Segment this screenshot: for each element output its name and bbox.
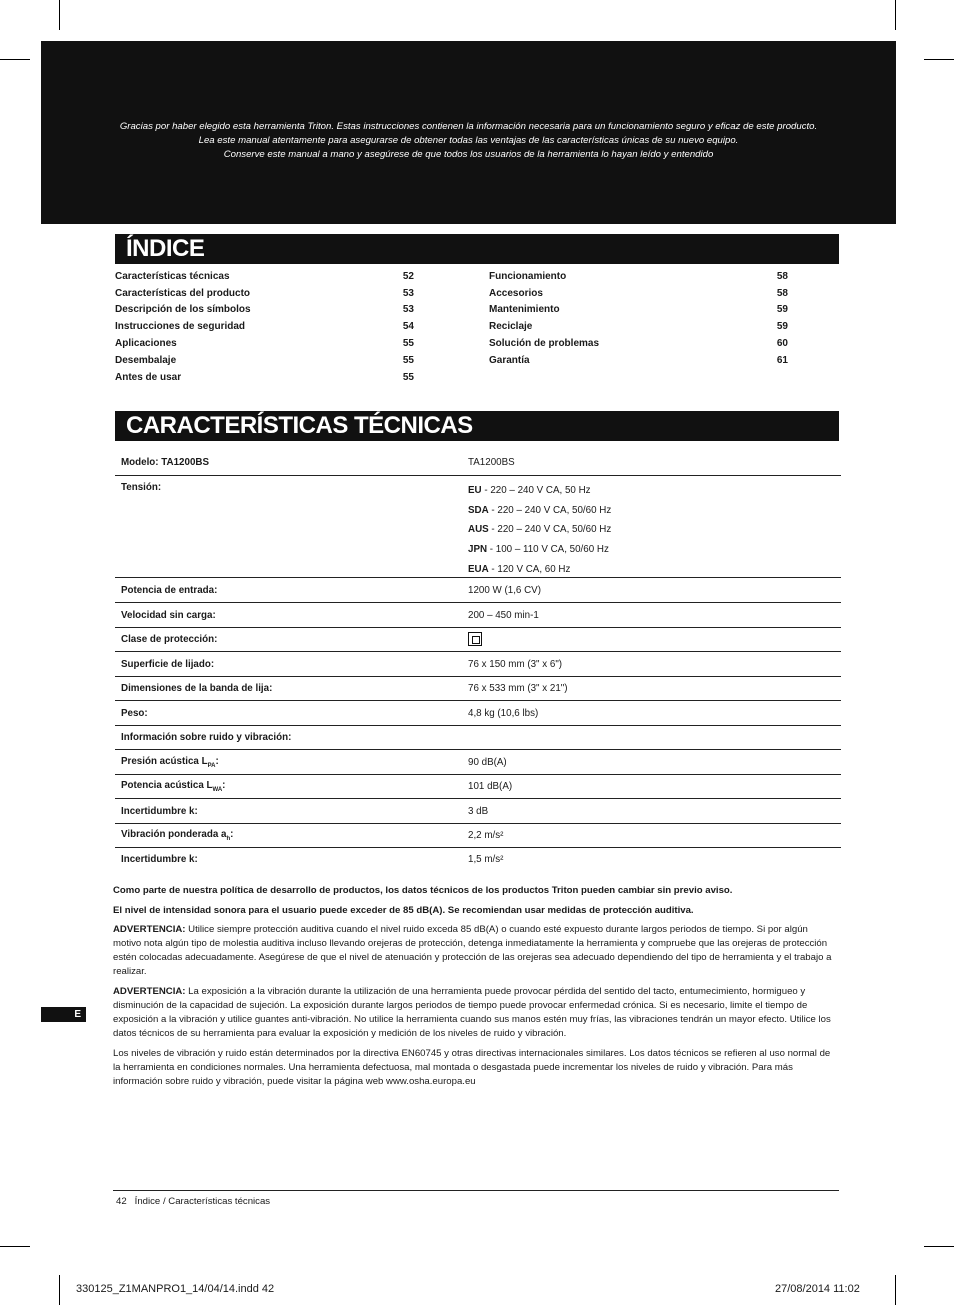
spec-value: 4,8 kg (10,6 lbs) — [468, 708, 539, 719]
table-row — [115, 451, 841, 476]
index-entry-label: Antes de usar — [115, 372, 182, 383]
crop-mark — [895, 0, 896, 30]
table-row — [115, 725, 841, 750]
spec-value: 76 x 533 mm (3" x 21") — [468, 683, 568, 694]
spec-value: 101 dB(A) — [468, 781, 513, 792]
index-entry-label: Reciclaje — [489, 321, 533, 332]
warning-text: La exposición a la vibración durante la utilización de una herramienta puede provocar pérdida del sentido del tacto, entumecimiento, hormigueo y disminución de la capacidad de sujeción. La exposición durante largos periodos de tiempo puede provocar enfermedad crónica. Si es necesario, limite el tiempo de exposición a la vibración y utilice guantes anti-vibración. No utilice la herramienta cuando sus manos estén muy frías, las vibraciones tendrán un mayor efecto. Utilice los datos técnicos de su herramienta para evaluar la exposición y medición de los niveles de ruido y vibración. — [113, 986, 831, 1039]
table-row — [115, 701, 841, 726]
index-entry[interactable] — [489, 269, 566, 285]
warning-text: Utilice siempre protección auditiva cuando el nivel ruido exceda 85 dB(A) o cuando esté expuesto durante largos periodos de tiempo. Si por algún motivo nota algún tipo de molestia auditiva incluso llevando orejeras de protección, detenga inmediatamente la herramienta y compruebe que las orejeras de protección estén colocadas adecuadamente. Asegúrese de que el nivel de atenuación y protección de las orejeras sea adecuado dependiendo del tipo de herramienta y el trabajo a realizar. — [113, 924, 832, 977]
index-entry-label: Accesorios — [489, 288, 543, 299]
spec-label: Incertidumbre k: — [121, 806, 198, 817]
page-number: 42 — [116, 1196, 127, 1207]
intro-line: Lea este manual atentamente para asegurarse de obtener todas las ventajas de las características únicas de su nuevo equipo. — [198, 135, 739, 146]
index-entry[interactable] — [115, 370, 181, 386]
voltage-value: - 220 – 240 V CA, 50/60 Hz — [488, 524, 612, 536]
index-entry[interactable] — [115, 269, 230, 285]
table-row — [115, 578, 841, 603]
voltage-region: EU — [468, 485, 482, 496]
spec-label: Tensión: — [121, 482, 162, 493]
table-row — [115, 652, 841, 677]
crop-mark — [895, 1275, 896, 1305]
policy-note: Como parte de nuestra política de desarrollo de productos, los datos técnicos de los productos Triton pueden cambiar sin previo aviso. — [113, 885, 733, 896]
directive-note: Los niveles de vibración y ruido están determinados por la directiva EN60745 y otras directivas internacionales similares. Los datos técnicos se refieren al uso normal de la herramienta en condiciones normales. Una herramienta defectuosa, mal montada o desgastada puede incrementar los niveles de ruido y vibración. Para más información sobre ruido y vibración, puede visitar la página web www.osha.europa.eu — [113, 1048, 831, 1087]
page-footer — [116, 1196, 270, 1207]
index-entry-label: Garantía — [489, 355, 530, 366]
voltage-region: AUS — [468, 524, 489, 536]
spec-label: Información sobre ruido y vibración: — [121, 732, 292, 743]
intro-line: Gracias por haber elegido esta herramienta Triton. Estas instrucciones contienen la información necesaria para un funcionamiento seguro y eficaz de este producto. — [119, 121, 818, 132]
index-entry-page: 54 — [402, 321, 414, 332]
voltage-item — [468, 560, 611, 580]
index-entry-page: 60 — [776, 338, 788, 349]
index-entry[interactable] — [489, 336, 599, 352]
spec-label: Velocidad sin carga: — [121, 610, 216, 621]
index-entry-page: 53 — [402, 304, 414, 315]
table-row — [115, 750, 841, 775]
index-entry-page: 59 — [776, 304, 788, 315]
specs-heading: CARACTERÍSTICAS TÉCNICAS — [115, 411, 839, 441]
crop-mark — [0, 1246, 30, 1247]
index-entry-label: Funcionamiento — [489, 271, 567, 282]
voltage-item — [468, 520, 611, 540]
file-slug: 330125_Z1MANPRO1_14/04/14.indd 42 — [76, 1283, 275, 1295]
spec-label-text: Vibración ponderada a — [121, 829, 227, 840]
index-entry[interactable] — [489, 286, 543, 302]
voltage-value: - 220 – 240 V CA, 50/60 Hz — [488, 504, 612, 516]
voltage-item — [468, 481, 611, 501]
spec-value: 1,5 m/s² — [468, 854, 504, 865]
index-entry-page: 55 — [402, 372, 414, 383]
crop-mark — [924, 1246, 954, 1247]
index-entry-page: 52 — [402, 271, 414, 282]
table-row — [115, 676, 841, 701]
spec-value: 76 x 150 mm (3" x 6") — [468, 659, 563, 670]
spec-value: 1200 W (1,6 CV) — [468, 585, 541, 596]
spec-label: Dimensiones de la banda de lija: — [121, 683, 273, 694]
index-entry-page: 53 — [402, 288, 414, 299]
spec-label-text: Presión acústica L — [121, 756, 208, 767]
spec-label: Presión acústica $L_{PA}$: — [121, 756, 219, 769]
table-row — [115, 774, 841, 799]
table-row — [115, 848, 841, 868]
index-entry-label: Características técnicas — [115, 271, 230, 282]
index-entry-page: 55 — [402, 338, 414, 349]
index-entry[interactable] — [115, 353, 176, 369]
spec-label: Peso: — [121, 708, 148, 719]
index-entry[interactable] — [489, 319, 532, 335]
spec-value: 90 dB(A) — [468, 757, 507, 768]
table-row — [115, 799, 841, 824]
index-entry-page: 58 — [776, 271, 788, 282]
footer-rule — [113, 1190, 839, 1191]
voltage-value: - 220 – 240 V CA, 50 Hz — [481, 485, 591, 496]
index-entry-label: Solución de problemas — [489, 338, 600, 349]
index-entry-page: 58 — [776, 288, 788, 299]
crop-mark — [59, 1275, 60, 1305]
voltage-region: JPN — [468, 544, 488, 556]
index-entry[interactable] — [115, 336, 177, 352]
spec-value: TA1200BS — [468, 457, 515, 468]
spec-label-sub: WA — [212, 786, 223, 793]
warning-label: ADVERTENCIA: — [113, 986, 186, 997]
voltage-region: EUA — [468, 563, 489, 575]
warning-hearing — [113, 923, 838, 979]
crop-mark — [0, 59, 30, 60]
index-entry-page: 59 — [776, 321, 788, 332]
spec-label: Vibración ponderada $a_h$: — [121, 829, 234, 842]
index-entry[interactable] — [115, 302, 251, 318]
index-entry-label: Descripción de los símbolos — [115, 304, 251, 315]
voltage-item — [468, 540, 611, 560]
index-entry[interactable] — [489, 302, 560, 318]
spec-label: Potencia acústica $L_{WA}$: — [121, 780, 226, 793]
date-slug: 27/08/2014 11:02 — [775, 1283, 860, 1295]
intro-line: Conserve este manual a mano y asegúrese de que todos los usuarios de la herramienta lo hayan leído y entendido — [223, 149, 714, 160]
index-entry-page: 55 — [402, 355, 414, 366]
footer-section: Índice / Características técnicas — [134, 1196, 271, 1207]
warning-label: ADVERTENCIA: — [113, 924, 186, 935]
warning-vibration — [113, 985, 838, 1041]
spec-value: 2,2 m/s² — [468, 830, 504, 841]
intro-text — [41, 120, 896, 162]
spec-label: Potencia de entrada: — [121, 585, 218, 596]
noise-note: El nivel de intensidad sonora para el usuario puede exceder de 85 dB(A). Se recomiendan usar medidas de protección auditiva. — [113, 905, 694, 916]
table-row — [115, 476, 841, 578]
voltage-region: SDA — [468, 504, 489, 516]
spec-label-sub: PA — [207, 762, 216, 769]
crop-mark — [924, 59, 954, 60]
spec-value: 3 dB — [468, 806, 489, 817]
voltage-value: - 120 V CA, 60 Hz — [488, 563, 571, 575]
spec-label: Superficie de lijado: — [121, 659, 215, 670]
index-entry[interactable] — [115, 286, 250, 302]
index-entry-label: Instrucciones de seguridad — [115, 321, 246, 332]
table-row — [115, 603, 841, 628]
spec-label-sub: h — [226, 835, 231, 842]
spec-label: Clase de protección: — [121, 634, 218, 645]
spec-label: Modelo: TA1200BS — [121, 457, 210, 468]
index-heading: ÍNDICE — [115, 234, 839, 264]
index-entry-page: 61 — [776, 355, 788, 366]
spec-label: Incertidumbre k: — [121, 854, 198, 865]
double-insulation-icon — [468, 632, 482, 646]
table-row — [115, 823, 841, 848]
spec-label-text: Potencia acústica L — [121, 780, 213, 791]
index-entry[interactable] — [489, 353, 530, 369]
voltage-list — [468, 481, 611, 580]
index-entry-label: Características del producto — [115, 288, 251, 299]
crop-mark — [59, 0, 60, 30]
index-entry[interactable] — [115, 319, 245, 335]
index-entry-label: Desembalaje — [115, 355, 177, 366]
index-entry-label: Aplicaciones — [115, 338, 177, 349]
table-row — [115, 627, 841, 652]
index-entry-label: Mantenimiento — [489, 304, 560, 315]
voltage-value: - 100 – 110 V CA, 50/60 Hz — [487, 544, 609, 556]
voltage-item — [468, 501, 611, 521]
spec-value: 200 – 450 min-1 — [468, 610, 539, 621]
spec-value — [468, 632, 482, 646]
language-tab: E — [41, 1007, 86, 1022]
